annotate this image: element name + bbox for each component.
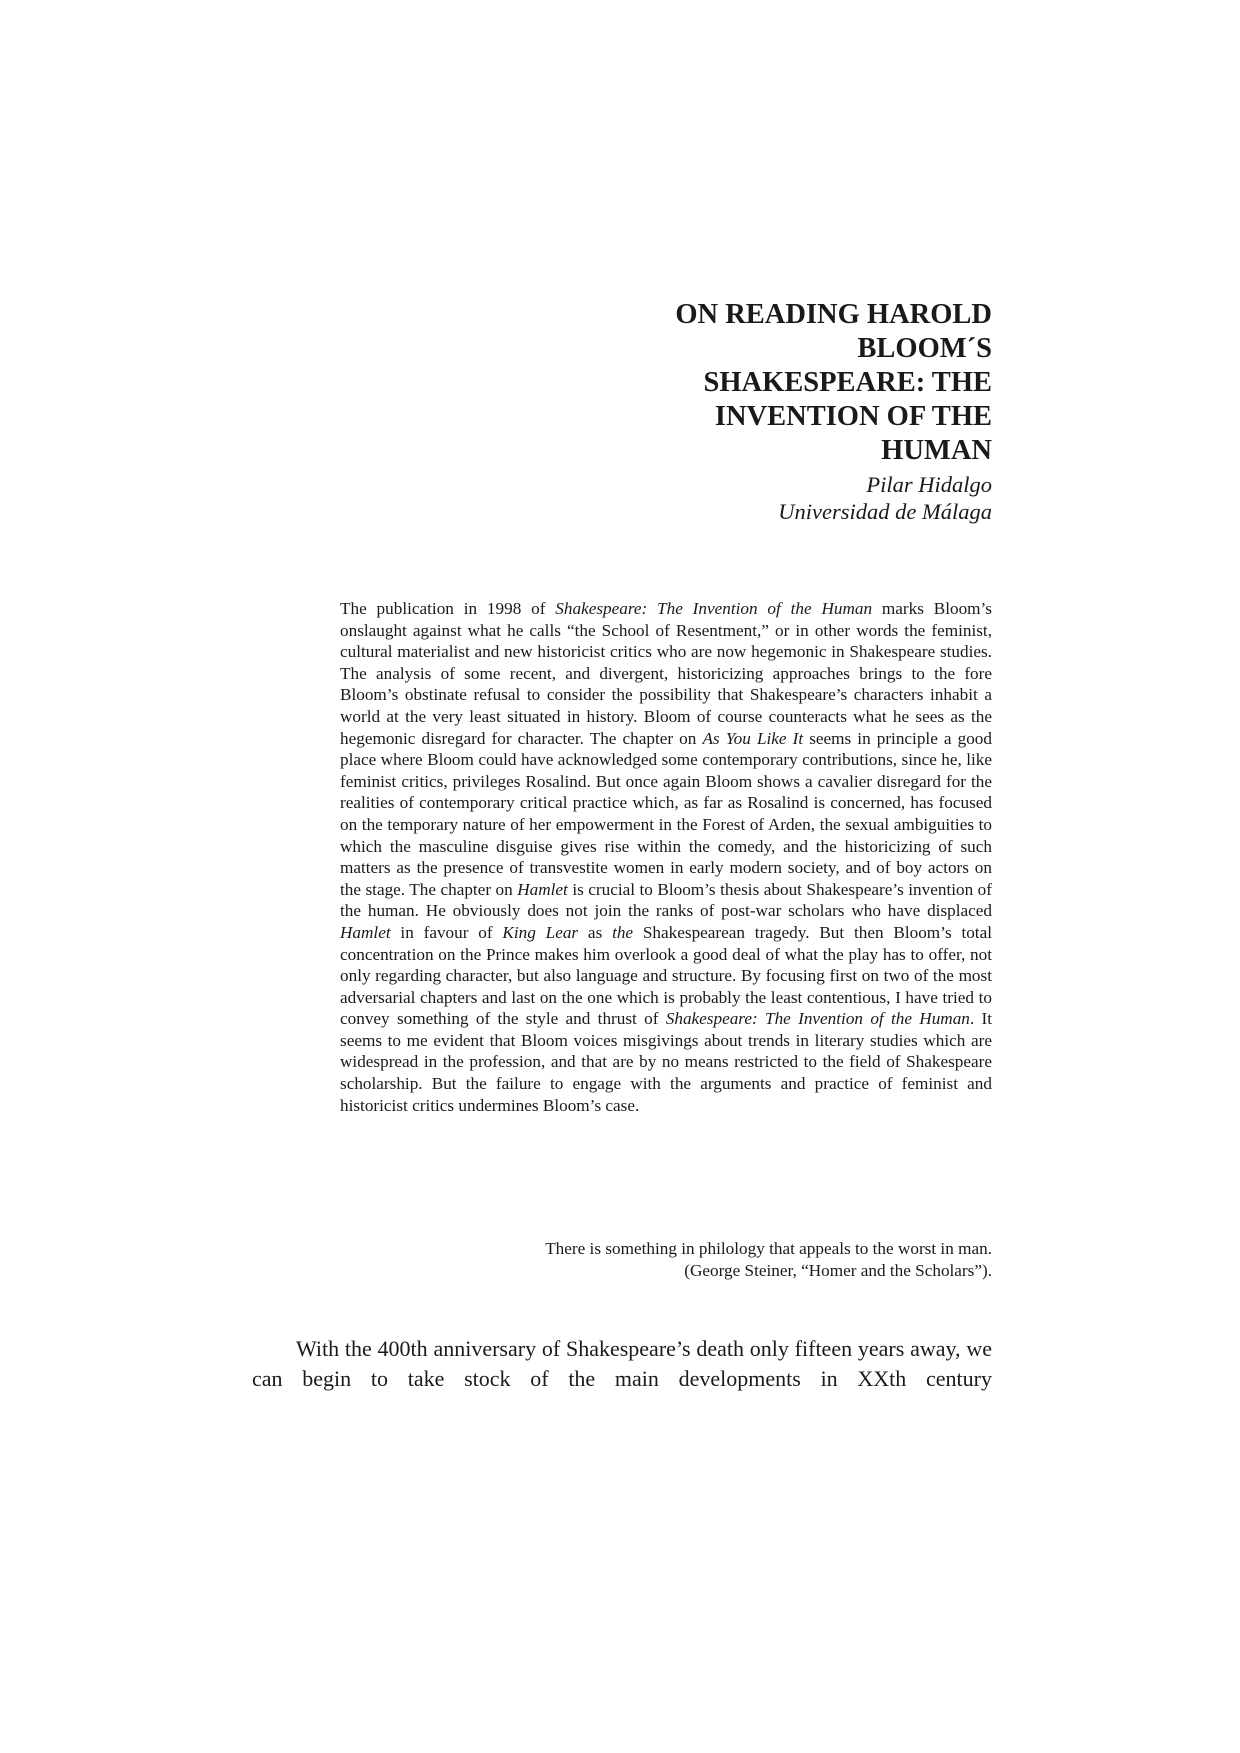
abstract-play-title: As You Like It [702,728,804,748]
abstract-text: seems in principle a good place where Bloom could have acknowledged some contemporary contributions, since he, like feminist critics, privileges Rosalind. But once again Bloom shows a cavalier disregard for the realities of contemporary critical practice which, as far as Rosalind is concerned, has focused on the temporary nature of her empowerment in the Forest of Arden, the sexual ambiguities to which the masculine disguise gives rise within the comedy, and the historicizing of such matters as the presence of transvestite women in early modern society, and of boy actors on the stage. The chapter on [340,728,992,899]
epigraph [292,1238,992,1282]
article-title-line-1: ON READING HAROLD [675,299,992,330]
abstract-text: . It seems to me evident that Bloom voices misgivings about trends in literary studies which are widespread in the profession, and that are by no means restricted to the field of Shakespeare scholarship. But the failure to engage with the arguments and practice of feminist and historicist critics undermines Bloom’s case. [340,1009,993,1115]
article-title-line-5: HUMAN [881,435,992,466]
abstract [340,598,992,1116]
abstract-text: is crucial to Bloom’s thesis about Shakespeare’s invention of the human. He obviously does not join the ranks of post-war scholars who have displaced [340,879,992,921]
article-title-line-2: BLOOM´S [857,333,992,364]
article-header [532,298,992,525]
epigraph-attribution: (George Steiner, “Homer and the Scholars”). [684,1261,992,1280]
abstract-play-title: Hamlet [340,922,391,942]
abstract-emphasis: the [612,922,634,942]
author-affiliation: Universidad de Málaga [778,499,992,524]
article-title-line-3: SHAKESPEARE: THE [703,367,992,398]
abstract-text: as [578,922,613,942]
abstract-play-title: King Lear [502,922,579,942]
abstract-book-title: Shakespeare: The Invention of the Human [665,1009,970,1029]
article-title-line-4: INVENTION OF THE [714,401,992,432]
abstract-text: Shakespearean tragedy. But then Bloom’s total concentration on the Prince makes him overlook a good deal of what the play has to offer, not only regarding character, but also language and structure. By focusing first on two of the most adversarial chapters and last on the one which is probably the least contentious, I have tried to convey something of the style and thrust of [340,922,992,1029]
epigraph-quote: There is something in philology that appeals to the worst in man. [545,1239,992,1258]
author-name: Pilar Hidalgo [866,472,992,497]
abstract-text: The publication in 1998 of [340,599,556,618]
abstract-text: in favour of [390,922,503,942]
body-paragraph: With the 400th anniversary of Shakespeare’s death only fifteen years away, we can begin to take stock of the main developments in XXth century [252,1336,992,1391]
abstract-book-title: Shakespeare: The Invention of the Human [555,599,873,618]
abstract-text: marks Bloom’s onslaught against what he calls “the School of Resentment,” or in other words the feminist, cultural materialist and new historicist critics who are now hegemonic in Shakespeare studies. The analysis of some recent, and divergent, historicizing approaches brings to the fore Bloom’s obstinate refusal to consider the possibility that Shakespeare’s characters inhabit a world at the very least situated in history. Bloom of course counteracts what he sees as the hegemonic disregard for character. The chapter on [340,599,992,748]
abstract-play-title: Hamlet [517,879,568,899]
